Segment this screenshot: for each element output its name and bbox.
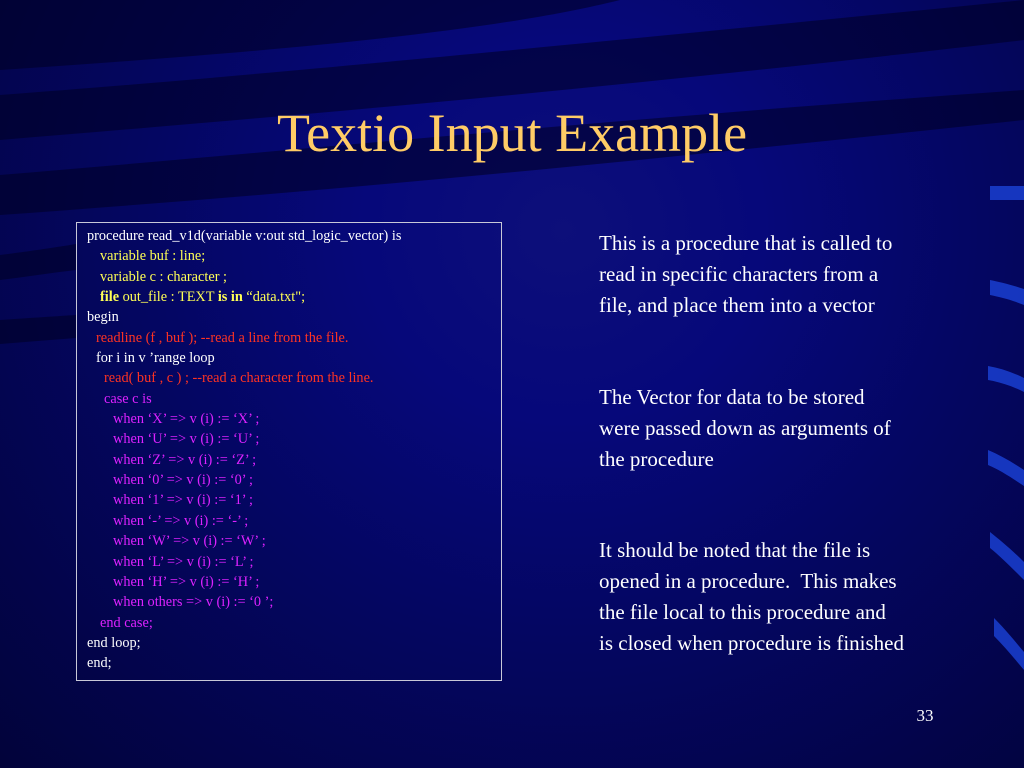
code-line-end-loop: end loop;: [87, 634, 141, 651]
code-listing: [76, 222, 502, 681]
code-line-when-z: when ‘Z’ => v (i) := ‘Z’ ;: [113, 451, 257, 468]
code-keyword-is-in: is in: [217, 289, 243, 306]
description-paragraph-3: It should be noted that the file is opened in a procedure. This makes the file local to this procedure and is closed when procedure is finished: [599, 538, 905, 655]
slide-title: Textio Input Example: [276, 103, 748, 163]
description-paragraph-1: This is a procedure that is called to read in specific characters from a file, and place them into a vector: [599, 231, 893, 317]
code-file-name: “data.txt";: [242, 289, 306, 306]
code-line-case: case c is: [104, 390, 152, 407]
code-file-type: out_file : TEXT: [119, 289, 218, 306]
code-line-when-dash: when ‘-’ => v (i) := ‘-’ ;: [113, 512, 249, 529]
code-line-readline: readline (f , buf ); --read a line from the file.: [96, 329, 349, 346]
code-line-begin: begin: [87, 309, 119, 326]
code-line-file-declaration: [87, 287, 501, 307]
code-line-end: end;: [87, 655, 112, 672]
code-line-procedure: procedure read_v1d(variable v:out std_logic_vector) is: [87, 228, 402, 244]
code-line-when-others: when others => v (i) := ‘0 ’;: [113, 594, 274, 611]
description-paragraph-2: The Vector for data to be stored were passed down as arguments of the procedure: [599, 385, 891, 471]
code-keyword-file: file: [100, 289, 120, 306]
page-number: 33: [916, 706, 934, 725]
code-line-when-x: when ‘X’ => v (i) := ‘X’ ;: [113, 411, 260, 428]
code-line-when-h: when ‘H’ => v (i) := ‘H’ ;: [113, 573, 260, 590]
code-line-when-1: when ‘1’ => v (i) := ‘1’ ;: [113, 492, 253, 509]
code-line-variable-buf: variable buf : line;: [100, 248, 206, 265]
code-line-when-l: when ‘L’ => v (i) := ‘L’ ;: [113, 553, 254, 570]
code-line-when-w: when ‘W’ => v (i) := ‘W’ ;: [113, 533, 266, 550]
code-line-for-loop: for i in v ’range loop: [96, 350, 215, 367]
code-line-end-case: end case;: [100, 614, 153, 631]
code-line-when-0: when ‘0’ => v (i) := ‘0’ ;: [113, 472, 253, 489]
code-line-variable-c: variable c : character ;: [100, 268, 227, 285]
code-line-read: read( buf , c ) ; --read a character from the line.: [104, 370, 374, 387]
code-line-when-u: when ‘U’ => v (i) := ‘U’ ;: [113, 431, 260, 448]
